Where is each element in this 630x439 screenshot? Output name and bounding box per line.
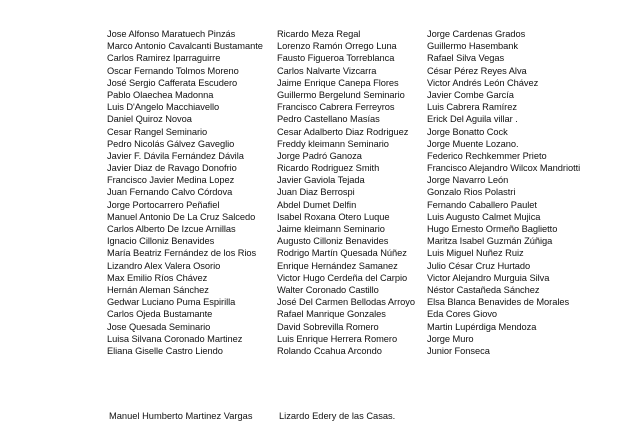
name-entry: Oscar Fernando Tolmos Moreno	[107, 65, 239, 76]
name-entry: Néstor Castañeda Sánchez	[427, 284, 540, 295]
name-entry: Rolando Ccahua Arcondo	[277, 345, 382, 356]
name-entry: Carlos Alberto De Izcue Arnillas	[107, 224, 236, 234]
name-entry: Isabel Roxana Otero Luque	[277, 211, 390, 222]
name-entry: Javier Combe García	[427, 89, 514, 100]
name-entry: Jose Alfonso Maratuech Pinzás	[107, 29, 236, 39]
name-entry: Marco Antonio Cavalcanti Bustamante	[107, 41, 263, 52]
name-entry: Francisco Alejandro Wilcox Mandriotti	[427, 163, 581, 174]
name-entry: Pedro Castellano Masías	[277, 114, 380, 125]
name-entry: César Pérez Reyes Alva	[427, 65, 527, 76]
name-entry: Elsa Blanca Benavides de Morales	[427, 297, 570, 308]
name-entry: Carlos Ramirez Iparraguirre	[107, 53, 221, 64]
name-entry: Juan Fernando Calvo Córdova	[107, 187, 233, 198]
name-entry: Junior Fonseca	[427, 345, 490, 356]
name-entry: Jaime kleimann Seminario	[277, 224, 385, 234]
name-entry: Luis Miguel Nuñez Ruiz	[427, 248, 524, 259]
name-entry-extra-1: Manuel Humberto Martinez Vargas	[109, 411, 253, 421]
name-entry: Victor Andrés León Chávez	[427, 77, 539, 88]
name-entry: Francisco Cabrera Ferreyros	[277, 102, 395, 113]
name-entry: Jose Quesada Seminario	[107, 321, 211, 332]
name-entry: Francisco Javier Medina Lopez	[107, 175, 235, 186]
name-entry: Victor Alejandro Murguia Silva	[427, 272, 550, 283]
name-entry: Ricardo Meza Regal	[277, 29, 361, 39]
name-entry: Fernando Caballero Paulet	[427, 199, 537, 210]
name-entry: Javier Diaz de Ravago Donofrio	[107, 163, 237, 174]
name-entry: Pablo Olaechea Madonna	[107, 89, 214, 100]
name-entry: Rodrigo Martín Quesada Núñez	[277, 248, 407, 259]
name-entry: Ricardo Rodriguez Smith	[277, 163, 380, 174]
name-entry: Luis D'Angelo Macchiavello	[107, 102, 220, 113]
name-entry: Guillermo Hasembank	[427, 41, 519, 52]
name-entry: Javier Gaviola Tejada	[277, 175, 365, 186]
name-entry: Augusto Cilloniz Benavides	[277, 236, 389, 247]
name-entry: José Del Carmen Bellodas Arroyo	[277, 297, 415, 308]
name-entry: Carlos Nalvarte Vizcarra	[277, 65, 377, 76]
name-entry: Rafael Silva Vegas	[427, 53, 505, 64]
name-entry: Pedro Nicolás Gálvez Gaveglio	[107, 138, 235, 149]
name-entry: Luis Cabrera Ramírez	[427, 102, 517, 113]
name-entry: Rafael Manrique Gonzales	[277, 309, 386, 320]
name-entry: Martin Lupérdiga Mendoza	[427, 321, 537, 332]
name-entry: Jorge Navarro León	[427, 175, 509, 186]
name-entry: Gedwar Luciano Puma Espirilla	[107, 297, 236, 308]
name-entry: Jorge Muro	[427, 333, 474, 344]
name-entry: David Sobrevilla Romero	[277, 321, 379, 332]
name-entry: Abdel Dumet Delfin	[277, 199, 357, 210]
name-entry: Walter Coronado Castillo	[277, 284, 379, 295]
name-entry: Guillermo Bergelund Seminario	[277, 89, 405, 100]
name-entry: Jorge Muente Lozano.	[427, 138, 519, 149]
name-entry: Javier F. Dávila Fernández Dávila	[107, 150, 244, 161]
name-entry: Luis Augusto Calmet Mujica	[427, 211, 541, 222]
name-entry: Enrique Hernández Samanez	[277, 260, 398, 271]
name-entry: Hernán Aleman Sánchez	[107, 284, 209, 295]
name-entry: Fausto Figueroa Torreblanca	[277, 53, 395, 64]
name-entry: Luisa Silvana Coronado Martinez	[107, 333, 243, 344]
name-entry: Hugo Ernesto Ormeño Baglietto	[427, 224, 558, 234]
name-entry: Manuel Antonio De La Cruz Salcedo	[107, 211, 256, 222]
name-entry: José Sergio Cafferata Escudero	[107, 77, 238, 88]
name-entry: Julio César Cruz Hurtado	[427, 260, 531, 271]
name-entry: Jorge Padró Ganoza	[277, 150, 362, 161]
name-entry: Lizandro Alex Valera Osorio	[107, 260, 221, 271]
name-column-3	[427, 28, 580, 357]
name-entry-extra-2: Lizardo Edery de las Casas.	[279, 411, 396, 421]
name-entry: Gonzalo Rios Polastri	[427, 187, 516, 198]
name-entry: Lorenzo Ramón Orrego Luna	[277, 41, 397, 52]
name-entry: Erick Del Aguila villar .	[427, 114, 518, 125]
name-entry: Cesar Adalberto Diaz Rodriguez	[277, 126, 409, 137]
name-entry: Federico Rechkemmer Prieto	[427, 150, 547, 161]
name-column-2	[277, 28, 415, 357]
name-entry: Freddy kleimann Seminario	[277, 138, 389, 149]
name-entry: Juan Diaz Berrospi	[277, 187, 355, 198]
name-entry: Jorge Bonatto Cock	[427, 126, 508, 137]
name-entry: María Beatriz Fernández de los Rios	[107, 248, 257, 259]
name-entry: Carlos Ojeda Bustamante	[107, 309, 213, 320]
name-entry: Daniel Quiroz Novoa	[107, 114, 192, 125]
name-entry: Eda Cores Giovo	[427, 309, 498, 320]
name-entry: Luis Enrique Herrera Romero	[277, 333, 398, 344]
name-entry: Maritza Isabel Guzmán Zúñiga	[427, 236, 553, 247]
name-entry: Jaime Enrique Canepa Flores	[277, 77, 399, 88]
name-entry: Cesar Rangel Seminario	[107, 126, 208, 137]
name-entry: Jorge Cardenas Grados	[427, 29, 526, 39]
name-column-1	[107, 28, 263, 357]
name-entry: Jorge Portocarrero Peñafiel	[107, 199, 220, 210]
name-entry: Victor Hugo Cerdeña del Carpio	[277, 272, 408, 283]
name-entry: Ignacio Cilloniz Benavides	[107, 236, 215, 247]
name-entry: Max Emilio Ríos Chávez	[107, 272, 208, 283]
name-entry: Eliana Giselle Castro Liendo	[107, 345, 223, 356]
